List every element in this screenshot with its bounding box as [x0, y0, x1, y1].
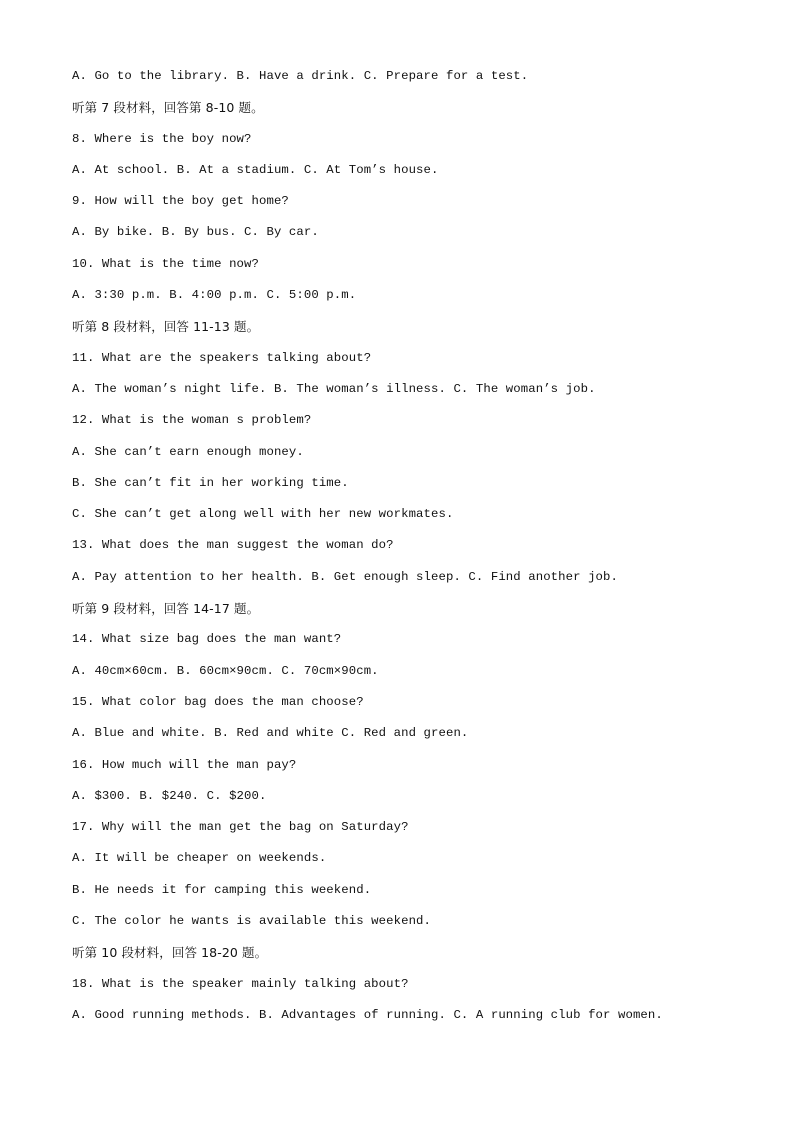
answer-options-q11: A. The woman’s night life. B. The woman’s illness. C. The woman’s job. — [72, 381, 596, 396]
answer-options-q15: A. Blue and white. B. Red and white C. Red and green. — [72, 726, 469, 741]
question-8: 8. Where is the boy now? — [72, 131, 252, 146]
question-11: 11. What are the speakers talking about? — [72, 350, 372, 365]
section-heading-8: 听第 8 段材料，回答 11-13 题。 — [72, 319, 260, 335]
section-heading-7: 听第 7 段材料，回答第 8-10 题。 — [72, 100, 264, 116]
question-16: 16. How much will the man pay? — [72, 757, 297, 772]
section-heading-10: 听第 10 段材料，回答 18-20 题。 — [72, 945, 268, 961]
question-13: 13. What does the man suggest the woman do? — [72, 538, 394, 553]
answer-option-q17-a: A. It will be cheaper on weekends. — [72, 851, 327, 866]
question-9: 9. How will the boy get home? — [72, 194, 289, 209]
answer-option-q12-a: A. She can’t earn enough money. — [72, 444, 304, 459]
answer-option-q17-b: B. He needs it for camping this weekend. — [72, 882, 372, 897]
question-14: 14. What size bag does the man want? — [72, 632, 342, 647]
answer-options-q7: A. Go to the library. B. Have a drink. C. Prepare for a test. — [72, 69, 529, 83]
answer-options-q16: A. $300. B. $240. C. $200. — [72, 788, 267, 803]
document-page — [72, 66, 772, 1036]
answer-option-q17-c: C. The color he wants is available this weekend. — [72, 914, 432, 929]
answer-options-q14: A. 40cm×60cm. B. 60cm×90cm. C. 70cm×90cm. — [72, 663, 379, 678]
answer-options-q13: A. Pay attention to her health. B. Get enough sleep. C. Find another job. — [72, 569, 618, 584]
question-15: 15. What color bag does the man choose? — [72, 694, 364, 709]
answer-options-q8: A. At school. B. At a stadium. C. At Tom’s house. — [72, 162, 439, 177]
answer-option-q12-c: C. She can’t get along well with her new workmates. — [72, 507, 454, 522]
answer-option-q12-b: B. She can’t fit in her working time. — [72, 475, 349, 490]
question-18: 18. What is the speaker mainly talking about? — [72, 976, 409, 991]
question-12: 12. What is the woman s problem? — [72, 413, 312, 428]
question-17: 17. Why will the man get the bag on Saturday? — [72, 820, 409, 835]
section-heading-9: 听第 9 段材料，回答 14-17 题。 — [72, 601, 260, 617]
question-10: 10. What is the time now? — [72, 256, 259, 271]
answer-options-q10: A. 3:30 p.m. B. 4:00 p.m. C. 5:00 p.m. — [72, 288, 357, 303]
answer-options-q18: A. Good running methods. B. Advantages of running. C. A running club for women. — [72, 1007, 663, 1022]
answer-options-q9: A. By bike. B. By bus. C. By car. — [72, 225, 319, 240]
